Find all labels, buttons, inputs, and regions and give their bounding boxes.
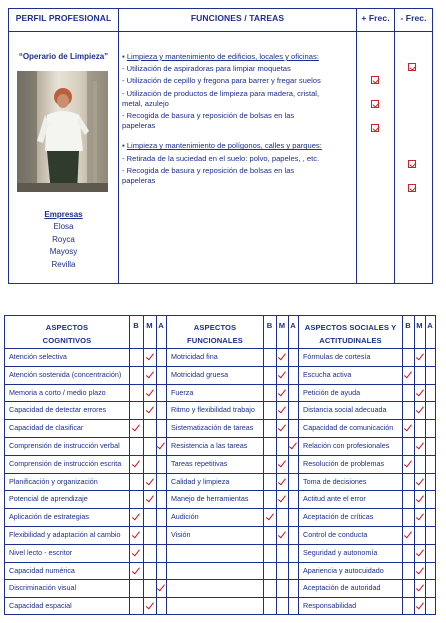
header-menos-frecuente: - Frec. <box>400 13 427 23</box>
skill-label: Atención selectiva <box>9 352 67 361</box>
check-icon <box>278 405 286 415</box>
skill-label: Escucha activa <box>303 369 352 379</box>
header-perfil: PERFIL PROFESIONAL <box>15 13 112 23</box>
section-title: ▪ Limpieza y mantenimiento de polígonos, calles y parques: <box>122 141 322 151</box>
level-header-a: A <box>427 321 433 330</box>
skill-label: Actitud ante el error <box>303 494 366 504</box>
task-item: - Utilización de aspiradoras para limpiar moquetas <box>122 64 291 74</box>
check-icon <box>416 441 424 451</box>
skill-label: Capacidad de clasificar <box>9 423 84 433</box>
check-icon <box>416 405 424 415</box>
check-icon <box>278 370 286 380</box>
checkbox-icon[interactable] <box>371 100 379 108</box>
check-icon <box>132 566 140 576</box>
check-icon <box>278 423 286 433</box>
skill-label: Motricidad fina <box>171 352 218 361</box>
check-icon <box>404 530 412 540</box>
skill-label: Seguridad y autonomía <box>303 547 378 557</box>
skill-label: Toma de decisiones <box>303 476 367 486</box>
level-header-m: M <box>146 321 153 330</box>
skill-label: Resistencia a las tareas <box>171 441 248 450</box>
skill-label: Distancia social adecuada <box>303 405 387 415</box>
skill-label: Motricidad gruesa <box>171 369 229 379</box>
task-item: - Retirada de la suciedad en el suelo: polvo, papeles, , etc. <box>122 153 320 163</box>
skill-label: Ritmo y flexibilidad trabajo <box>171 405 255 415</box>
functions-list <box>122 52 354 186</box>
check-icon <box>416 352 424 362</box>
skill-label: Aceptación de autoridad <box>303 583 381 593</box>
profile-title: “Operario de Limpieza” <box>18 52 109 61</box>
level-header-a: A <box>158 321 164 330</box>
skill-label: Planificación y organización <box>9 476 98 486</box>
check-icon <box>278 494 286 504</box>
check-icon <box>416 494 424 504</box>
checkbox-icon[interactable] <box>408 63 416 71</box>
check-icon <box>404 370 412 380</box>
skill-label: Discriminación visual <box>9 583 77 593</box>
task-item: - Utilización de productos de limpieza para madera, cristal, metal, azulejo <box>122 88 320 108</box>
check-icon <box>157 441 165 451</box>
check-icon <box>132 423 140 433</box>
skill-label: Sistematización de tareas <box>171 423 254 433</box>
skill-label: Capacidad de comunicación <box>303 423 394 433</box>
skill-label: Resolución de problemas <box>303 458 385 468</box>
col-funcionales-header: ASPECTOS FUNCIONALES <box>187 323 243 345</box>
skill-label: Flexibilidad y adaptación al cambio <box>9 530 121 539</box>
check-icon <box>278 459 286 469</box>
worker-photo <box>17 71 108 192</box>
check-icon <box>266 512 274 522</box>
skill-label: Comprensión de instrucción escrita <box>9 458 122 468</box>
check-icon <box>132 459 140 469</box>
skill-label: Atención sostenida (concentración) <box>9 369 122 379</box>
empresas-title: Empresas <box>44 210 83 219</box>
header-funciones: FUNCIONES / TAREAS <box>190 13 285 23</box>
empresa-item: Mayosy <box>49 247 78 256</box>
empresa-item: Elosa <box>53 222 74 231</box>
skill-label: Memoria a corto / medio plazo <box>9 387 106 397</box>
level-header-m: M <box>416 321 423 330</box>
skill-label: Audición <box>171 512 199 522</box>
skill-label: Fórmulas de cortesía <box>303 352 371 361</box>
task-item: - Utilización de cepillo y fregona para barrer y fregar suelos <box>122 76 321 86</box>
header-mas-frecuente: + Frec. <box>361 13 390 23</box>
check-icon <box>132 548 140 558</box>
checkbox-icon[interactable] <box>408 184 416 192</box>
level-header-b: B <box>133 321 139 330</box>
skill-label: Nivel lecto - escritor <box>9 547 73 557</box>
level-header-b: B <box>266 321 273 330</box>
skill-label: Manejo de herramientas <box>171 494 249 504</box>
check-icon <box>146 494 154 504</box>
check-icon <box>416 566 424 576</box>
check-icon <box>146 352 154 362</box>
check-icon <box>289 441 297 451</box>
task-item: - Recogida de basura y reposición de bolsas en las papeleras <box>122 111 295 131</box>
level-header-m: M <box>278 321 286 330</box>
empresas-list <box>9 221 118 271</box>
skill-label: Petición de ayuda <box>303 387 361 397</box>
check-icon <box>146 370 154 380</box>
check-icon <box>416 388 424 398</box>
check-icon <box>132 512 140 522</box>
skill-label: Apariencia y autocuidado <box>303 565 384 575</box>
check-icon <box>146 601 154 611</box>
check-icon <box>278 477 286 487</box>
task-item: - Recogida de basura y reposición de bolsas en las papeleras <box>122 165 295 186</box>
skill-label: Responsabilidad <box>303 601 357 611</box>
skill-label: Potencial de aprendizaje <box>9 494 88 504</box>
skill-label: Fuerza <box>171 387 194 397</box>
check-icon <box>404 459 412 469</box>
skill-label: Calidad y limpieza <box>171 476 230 486</box>
check-icon <box>416 512 424 522</box>
level-header-b: B <box>405 321 411 330</box>
col-sociales-header: ASPECTOS SOCIALES Y ACTITUDINALES <box>304 323 397 345</box>
skill-label: Tareas repetitivas <box>171 458 228 468</box>
check-icon <box>132 530 140 540</box>
skill-label: Aplicación de estrategias <box>9 512 89 522</box>
skill-label: Comprensión de instrucción verbal <box>9 441 120 450</box>
col-cognitivos-header: ASPECTOS COGNITIVOS <box>42 323 92 345</box>
checkbox-icon[interactable] <box>408 160 416 168</box>
checkbox-icon[interactable] <box>371 124 379 132</box>
check-icon <box>278 388 286 398</box>
skill-label: Capacidad numérica <box>9 565 75 575</box>
checkbox-icon[interactable] <box>371 76 379 84</box>
check-icon <box>416 601 424 611</box>
check-icon <box>404 423 412 433</box>
check-icon <box>278 352 286 362</box>
check-icon <box>416 583 424 593</box>
check-icon <box>278 530 286 540</box>
skill-label: Control de conducta <box>303 530 368 539</box>
empresa-item: Royca <box>52 234 75 244</box>
skill-label: Aceptación de críticas <box>303 512 374 522</box>
check-icon <box>416 477 424 487</box>
check-icon <box>146 388 154 398</box>
skill-label: Capacidad de detectar errores <box>9 405 107 415</box>
empresa-item: Revilla <box>51 259 76 269</box>
skill-label: Relación con profesionales <box>303 441 390 450</box>
check-icon <box>416 548 424 558</box>
section-title: ▪ Limpieza y mantenimiento de edificios, locales y oficinas: <box>122 52 319 61</box>
check-icon <box>146 405 154 415</box>
level-header-a: A <box>290 321 296 330</box>
skill-label: Capacidad espacial <box>9 601 72 611</box>
check-icon <box>157 583 165 593</box>
check-icon <box>146 477 154 487</box>
skill-label: Visión <box>171 530 191 539</box>
